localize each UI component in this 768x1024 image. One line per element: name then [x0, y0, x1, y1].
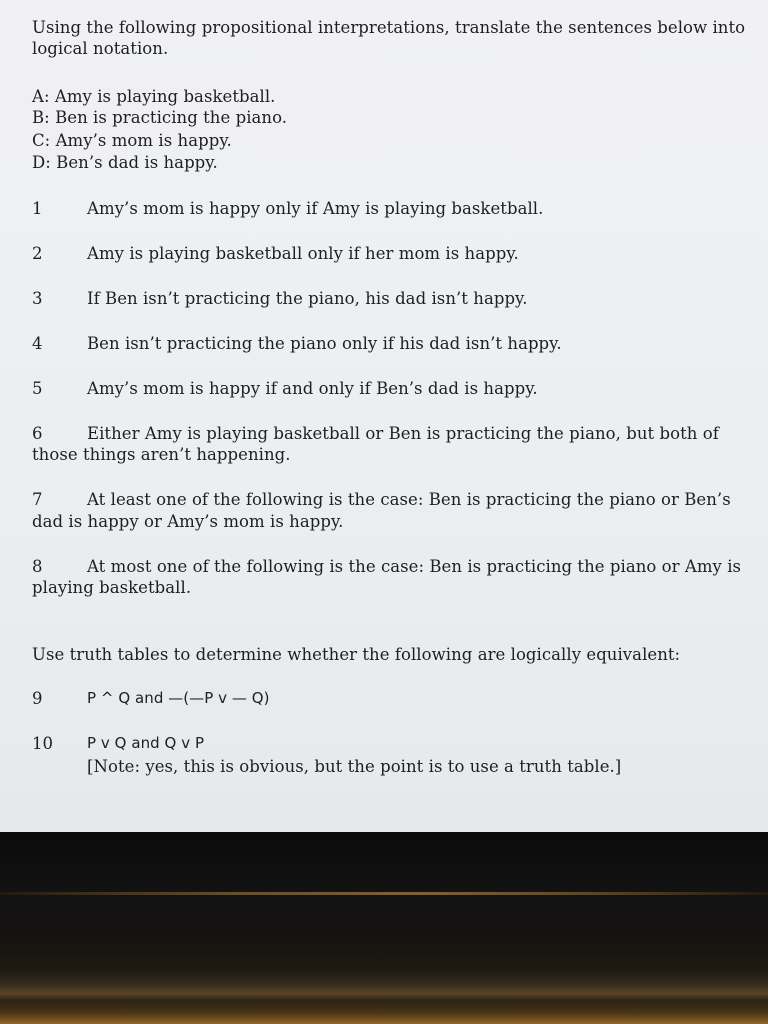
truth-tables-heading: Use truth tables to determine whether the following are logically equivalent: [32, 645, 681, 664]
equivalence-note-10: [Note: yes, this is obvious, but the point is to use a truth table.] [87, 757, 622, 776]
sentence-number-5: 5 [32, 379, 43, 398]
equivalence-formula-9: P ^ Q and —(—P v — Q) [87, 689, 270, 707]
sentence-number-6: 6 [32, 424, 43, 443]
sentence-text-6: Either Amy is playing basketball or Ben is practicing the piano, but both of [87, 424, 719, 443]
sentence-text-1: Amy’s mom is happy only if Amy is playing basketball. [87, 199, 544, 218]
intro-line-2: logical notation. [32, 39, 169, 58]
sentence-number-1: 1 [32, 199, 43, 218]
sentence-number-7: 7 [32, 490, 43, 509]
equivalence-number-9: 9 [32, 689, 43, 708]
intro-line-1: Using the following propositional interpretations, translate the sentences below into [32, 18, 746, 37]
interpretation-b: B: Ben is practicing the piano. [32, 108, 288, 127]
sentence-continuation-7: dad is happy or Amy’s mom is happy. [32, 512, 344, 531]
sentence-number-8: 8 [32, 557, 43, 576]
sentence-text-7: At least one of the following is the case: Ben is practicing the piano or Ben’s [87, 490, 731, 509]
equivalence-number-10: 10 [32, 734, 53, 753]
sentence-text-4: Ben isn’t practicing the piano only if his dad isn’t happy. [87, 334, 562, 353]
bezel-bottom-glow [0, 1000, 768, 1024]
interpretation-d: D: Ben’s dad is happy. [32, 153, 218, 172]
sentence-text-8: At most one of the following is the case: Ben is practicing the piano or Amy is [87, 557, 742, 576]
interpretation-c: C: Amy’s mom is happy. [32, 131, 232, 150]
sentence-text-3: If Ben isn’t practicing the piano, his dad isn’t happy. [87, 289, 528, 308]
sentence-text-5: Amy’s mom is happy if and only if Ben’s dad is happy. [87, 379, 538, 398]
sentence-number-2: 2 [32, 244, 43, 263]
sentence-continuation-8: playing basketball. [32, 578, 192, 597]
equivalence-formula-10: P v Q and Q v P [87, 734, 205, 752]
sentence-number-3: 3 [32, 289, 43, 308]
sentence-continuation-6: those things aren’t happening. [32, 445, 291, 464]
sentence-text-2: Amy is playing basketball only if her mom is happy. [87, 244, 519, 263]
interpretation-a: A: Amy is playing basketball. [32, 87, 276, 106]
screen-bezel [0, 832, 768, 1024]
bezel-highlight [0, 892, 768, 895]
sentence-number-4: 4 [32, 334, 43, 353]
